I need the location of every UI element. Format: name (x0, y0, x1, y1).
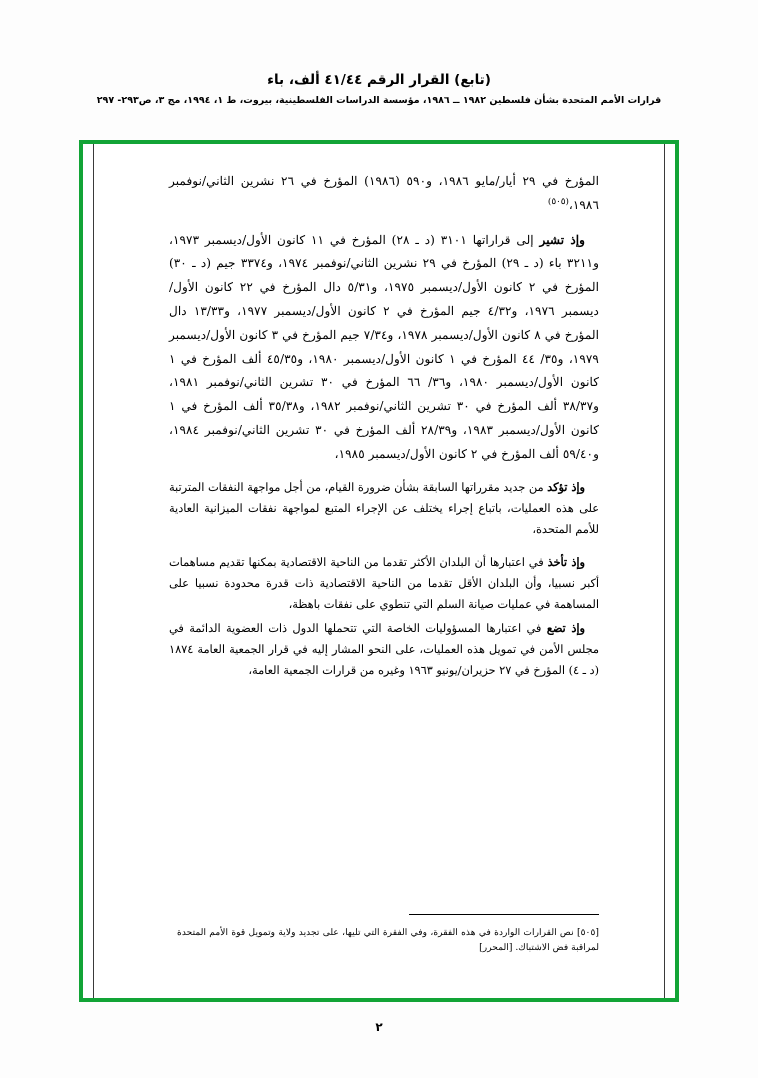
paragraph-3 (169, 477, 599, 541)
paragraph-4-lead: وإذ تأخذ (547, 555, 585, 570)
inner-rule-right (664, 144, 665, 998)
paragraph-4-text: في اعتبارها أن البلدان الأكثر تقدما من الناحية الاقتصادية بمكنها تقديم مساهمات أكبر نسبيا، وأن البلدان الأقل تقدما من الناحية الاقتصادية ذات قدرة محدودة نسبيا على المساهمة في عمليات صيانة السلم التي تنطوي على نفقات باهظة، (169, 556, 599, 611)
paragraph-4 (169, 552, 599, 616)
footnote-text: نص القرارات الواردة في هذه الفقرة، وفي الفقرة التي تليها، على تجديد ولاية وتمويل قوة الأمم المتحدة لمراقبة فض الاشتباك. [المحرر] (177, 927, 599, 954)
footnote-text-block (169, 925, 599, 955)
page-title: (تابع) القرار الرقم ٤١/٤٤ ألف، باء (267, 72, 491, 88)
paragraph-2-lead: وإذ تشير (539, 232, 586, 247)
page-header (0, 72, 758, 106)
paragraph-3-text: من جديد مقرراتها السابقة بشأن ضرورة القيام، من أجل مواجهة النفقات المترتبة على هذه العمليات، باتباع إجراء يختلف عن الإجراء المتبع لمواجهة نفقات الميزانية العادية للأمم المتحدة، (169, 481, 599, 537)
paragraph-1 (169, 170, 599, 218)
page-number: ٢ (375, 1020, 383, 1034)
footnote-divider (409, 914, 599, 915)
footnote-section (169, 914, 599, 955)
inner-rule-left (93, 144, 94, 998)
page-subtitle: قرارات الأمم المتحدة بشأن فلسطين ١٩٨٢ ــ ١٩٨٦، مؤسسة الدراسات الفلسطينية، بيروت، ط ١، ١٩٩٤، مج ٣، ص٢٩٣- ٢٩٧ (96, 95, 662, 106)
footnote-marker-label: [٥٠٥] (577, 927, 599, 938)
paragraph-2 (169, 229, 599, 467)
paragraph-5 (169, 618, 599, 682)
green-border-frame (79, 140, 679, 1002)
paragraph-1-text: المؤرخ في ٢٩ أيار/مايو ١٩٨٦، و٥٩٠ (١٩٨٦) المؤرخ في ٢٦ نشرين الثاني/نوفمبر ١٩٨٦، (169, 174, 599, 212)
paragraph-3-lead: وإذ تؤكد (547, 480, 585, 495)
paragraph-5-lead: وإذ تضع (546, 620, 585, 635)
paragraph-2-text: إلى قراراتها ٣١٠١ (د ـ ٢٨) المؤرخ في ١١ كانون الأول/ديسمبر ١٩٧٣، و٣٢١١ باء (د ـ ٢٩) المؤرخ في ٢٩ نشرين الثاني/نوفمبر ١٩٧٤، و٣٣٧٤ جيم (د ـ ٣٠) المؤرخ في ٢ كانون الأول/ديسمبر ١٩٧٥، و٥/٣١ دال المؤرخ في ٢٢ كانون الأول/ديسمبر ١٩٧٦، و٤/٣٢ جيم المؤرخ في ٢ كانون الأول/ديسمبر ١٩٧٧، و١٣/٣٣ دال المؤرخ في ٨ كانون الأول/ديسمبر ١٩٧٨، و٧/٣٤ جيم المؤرخ في ٣ كانون الأول/ديسمبر ١٩٧٩، و٣٥/ ٤٤ المؤرخ في ١ كانون الأول/ديسمبر ١٩٨٠، و٤٥/٣٥ ألف المؤرخ في ١ كانون الأول/ديسمبر ١٩٨٠، و٣٦/ ٦٦ المؤرخ في ٣٠ تشرين الثاني/نوفمبر ١٩٨١، و٣٨/٣٧ ألف المؤرخ في ٣٠ تشرين الثاني/نوفمبر ١٩٨٢، و٣٥/٣٨ ألف المؤرخ في ١ كانون الأول/ديسمبر ١٩٨٣، و٢٨/٣٩ ألف المؤرخ في ٣٠ تشرين الثاني/نوفمبر ١٩٨٤، و٥٩/٤٠ ألف المؤرخ في ٢ كانون الأول/ديسمبر ١٩٨٥، (169, 232, 600, 461)
paragraph-5-text: في اعتبارها المسؤوليات الخاصة التي تتحملها الدول ذات العضوية الدائمة في مجلس الأمن في تمويل هذه العمليات، على النحو المشار إليه في قرار الجمعية العامة ١٨٧٤ (د ـ ٤) المؤرخ في ٢٧ حزيران/يونيو ١٩٦٣ وغيره من قرارات الجمعية العامة، (169, 621, 599, 677)
footnote-marker: (٥٠٥) (547, 196, 569, 207)
document-body (169, 170, 599, 683)
